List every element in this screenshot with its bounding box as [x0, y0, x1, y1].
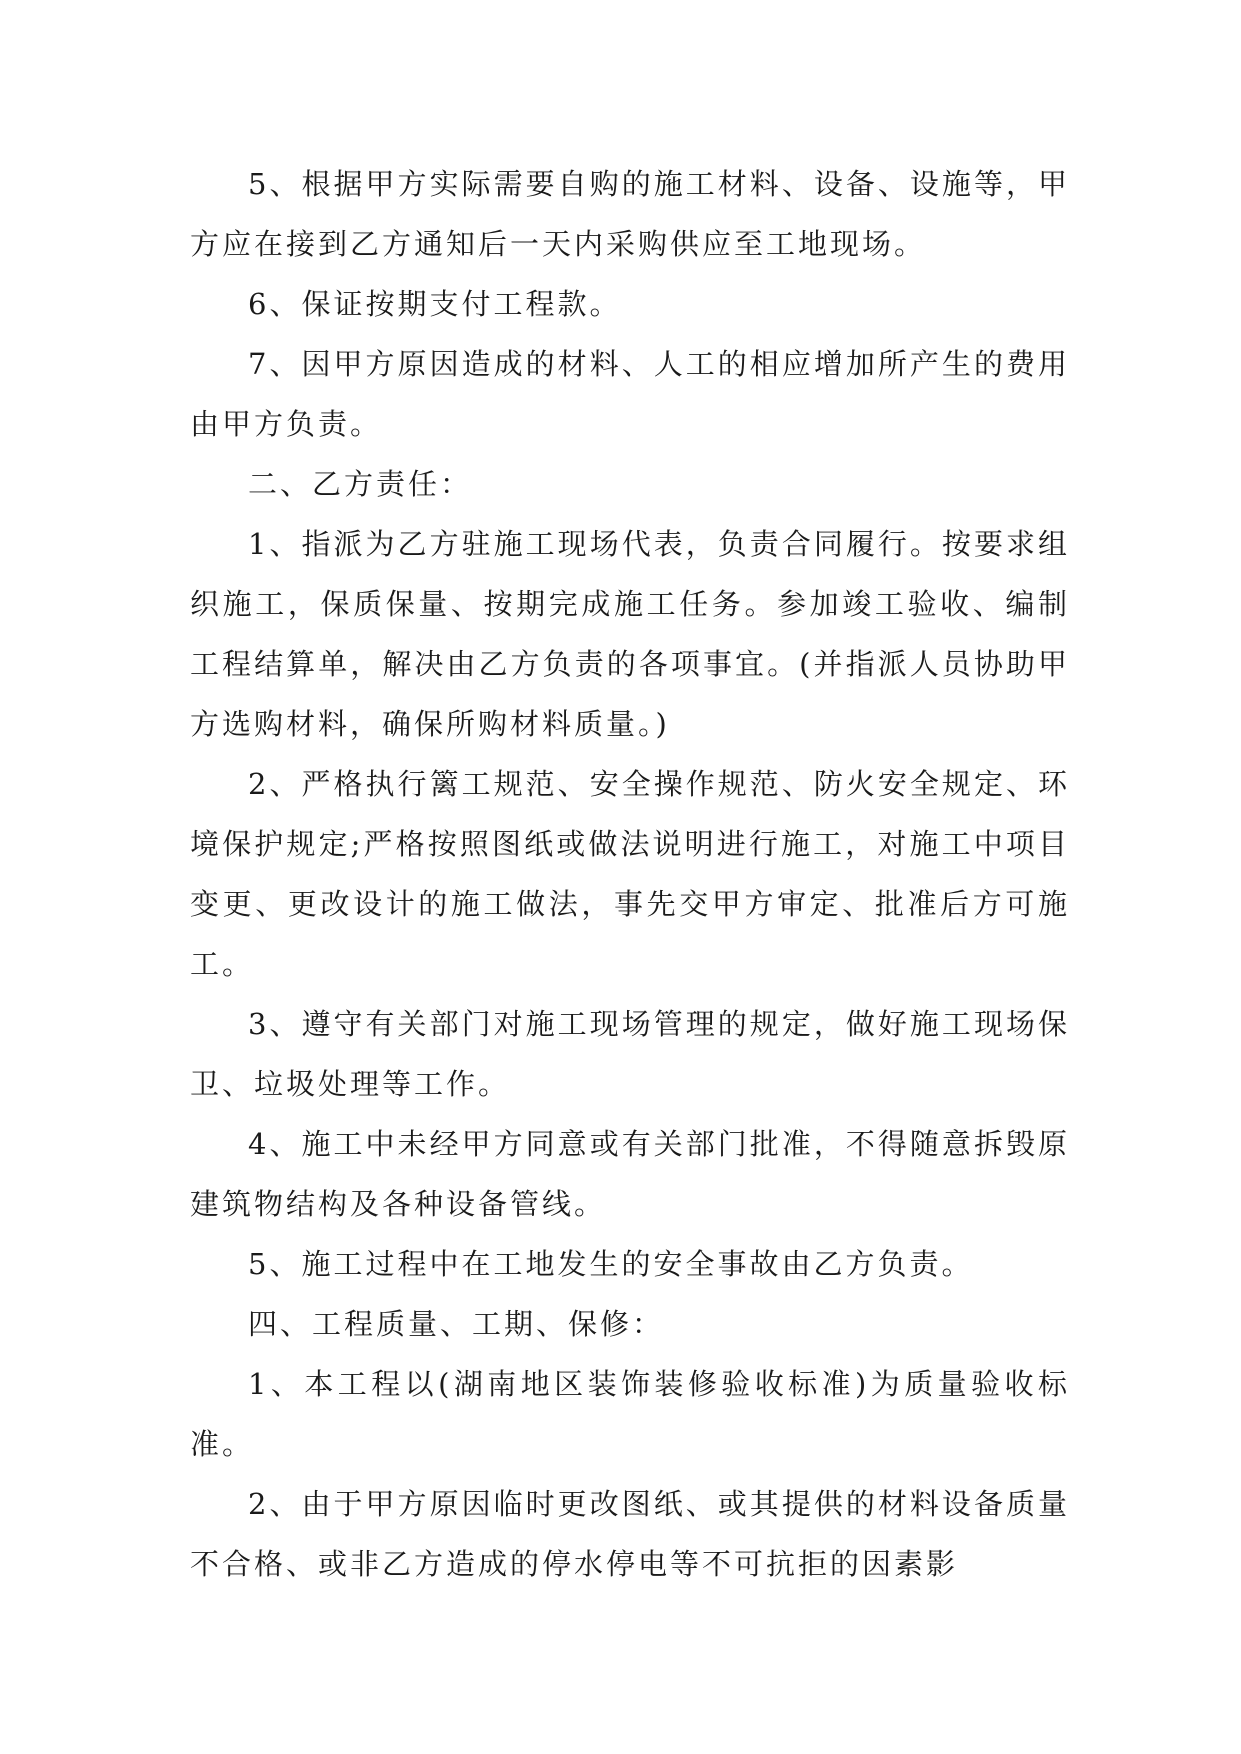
- section-heading-quality: 四、工程质量、工期、保修：: [248, 1307, 665, 1341]
- paragraph-party-b-item-4: 4、施工中未经甲方同意或有关部门批准，不得随意拆毁原建筑物结构及各种设备管线。: [190, 1127, 1070, 1221]
- section-heading-party-b: 二、乙方责任：: [248, 467, 473, 501]
- paragraph-party-b-item-2: 2、严格执行篱工规范、安全操作规范、防火安全规定、环境保护规定;严格按照图纸或做法说明进行施工，对施工中项目变更、更改设计的施工做法，事先交甲方审定、批准后方可施工。: [190, 767, 1070, 981]
- paragraph-quality-item-1: 1、本工程以(湖南地区装饰装修验收标准)为质量验收标准。: [190, 1367, 1070, 1461]
- paragraph-party-a-item-6: 6、保证按期支付工程款。: [248, 287, 622, 321]
- document-page: [190, 154, 1070, 1594]
- paragraph-party-b-item-3: 3、遵守有关部门对施工现场管理的规定，做好施工现场保卫、垃圾处理等工作。: [190, 1007, 1070, 1101]
- paragraph-party-a-item-7: 7、因甲方原因造成的材料、人工的相应增加所产生的费用由甲方负责。: [190, 347, 1070, 441]
- paragraph-party-a-item-5: 5、根据甲方实际需要自购的施工材料、设备、设施等，甲方应在接到乙方通知后一天内采购供应至工地现场。: [190, 167, 1070, 261]
- paragraph-party-b-item-1: 1、指派为乙方驻施工现场代表，负责合同履行。按要求组织施工，保质保量、按期完成施工任务。参加竣工验收、编制工程结算单，解决由乙方负责的各项事宜。(并指派人员协助甲方选购材料，确保所购材料质量。): [190, 527, 1070, 741]
- paragraph-party-b-item-5: 5、施工过程中在工地发生的安全事故由乙方负责。: [248, 1247, 974, 1281]
- paragraph-quality-item-2: 2、由于甲方原因临时更改图纸、或其提供的材料设备质量不合格、或非乙方造成的停水停电等不可抗拒的因素影: [190, 1487, 1070, 1581]
